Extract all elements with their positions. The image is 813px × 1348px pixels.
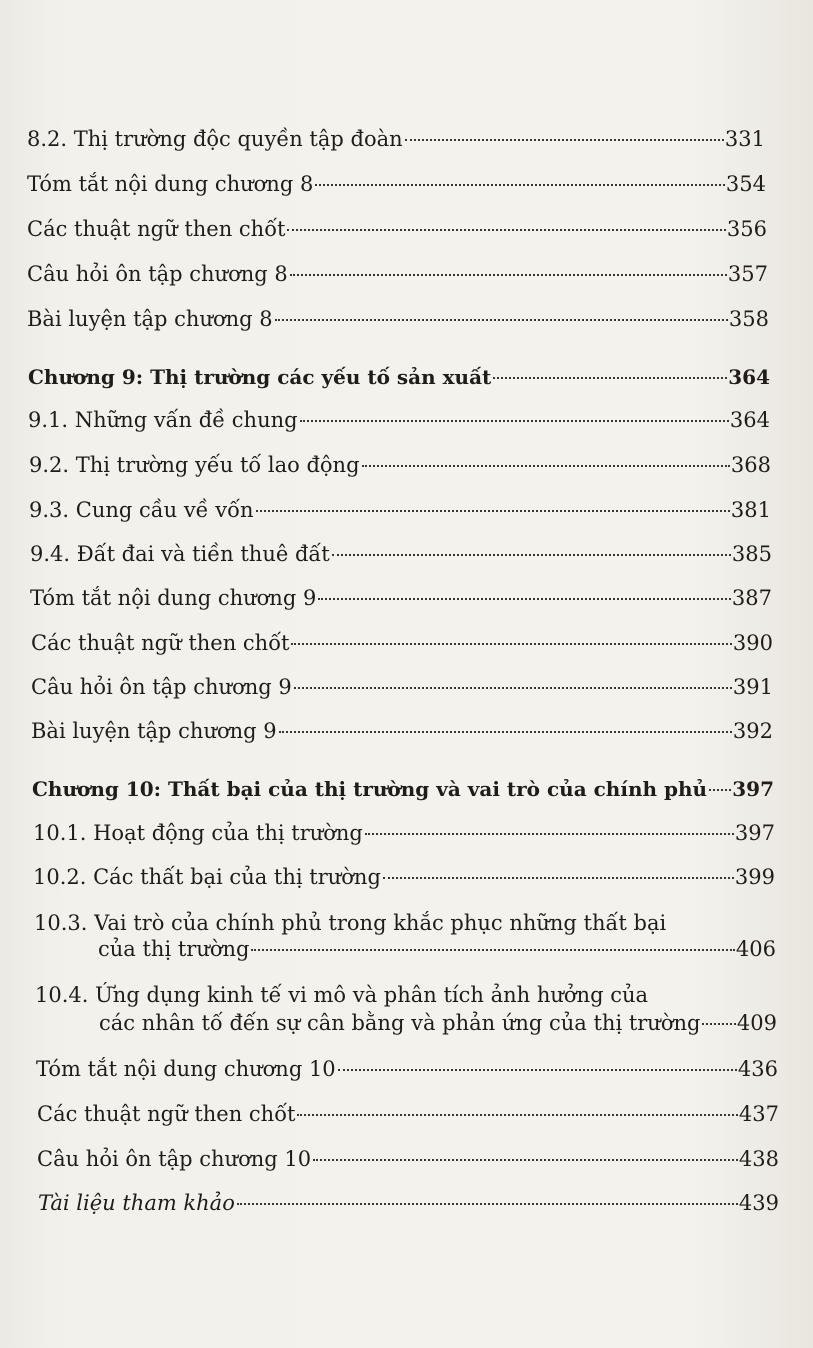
- toc-entry-title: 8.2. Thị trường độc quyền tập đoàn: [27, 127, 403, 151]
- toc-entry-title: Câu hỏi ôn tập chương 10: [37, 1147, 312, 1171]
- toc-entry-title: 9.2. Thị trường yếu tố lao động: [29, 453, 360, 477]
- toc-entry-page: 439: [738, 1191, 779, 1215]
- toc-entry: [31, 718, 773, 744]
- dot-leader: [291, 643, 731, 645]
- toc-entry-title-line1: 10.4. Ứng dụng kinh tế vi mô và phân tích ảnh hưởng của: [35, 983, 648, 1007]
- toc-entry: [31, 674, 773, 700]
- toc-entry: [27, 216, 767, 242]
- dot-leader: [362, 465, 730, 467]
- toc-entry-page: 437: [738, 1102, 779, 1126]
- toc-entry-title: Tóm tắt nội dung chương 9: [30, 586, 317, 610]
- dot-leader: [256, 510, 730, 512]
- toc-entry-title: 10.2. Các thất bại của thị trường: [33, 865, 381, 889]
- toc-entry: [30, 585, 772, 611]
- toc-entry-page: 364: [729, 408, 770, 432]
- toc-entry-title: Chương 9: Thị trường các yếu tố sản xuất: [28, 365, 492, 389]
- toc-entry-page: 391: [732, 675, 773, 699]
- toc-entry-title: Các thuật ngữ then chốt: [27, 217, 286, 241]
- dot-leader: [237, 1203, 738, 1205]
- dot-leader: [290, 274, 727, 276]
- toc-entry-title: Bài luyện tập chương 8: [27, 307, 273, 331]
- toc-entry-title: Các thuật ngữ then chốt: [37, 1102, 296, 1126]
- toc-entry-page: 399: [734, 865, 775, 889]
- toc-chapter-entry: [32, 776, 774, 802]
- toc-entry: [33, 864, 775, 890]
- toc-entry: [27, 306, 769, 332]
- toc-entry: [37, 1101, 779, 1127]
- toc-entry-page: 356: [726, 217, 767, 241]
- dot-leader: [297, 1114, 737, 1116]
- toc-entry: [33, 820, 775, 846]
- toc-chapter-entry: [28, 364, 770, 390]
- toc-entry-page: 436: [737, 1057, 778, 1081]
- dot-leader: [709, 789, 731, 791]
- dot-leader: [294, 687, 732, 689]
- toc-entry-title: Câu hỏi ôn tập chương 8: [27, 262, 288, 286]
- toc-entry-page: 364: [728, 365, 770, 389]
- toc-entry-page: 409: [736, 1011, 777, 1035]
- toc-entry-page: 406: [735, 937, 776, 961]
- dot-leader: [287, 229, 725, 231]
- toc-entry-page: 358: [728, 307, 769, 331]
- toc-entry-page: 368: [730, 453, 771, 477]
- toc-entry-page: 331: [724, 127, 765, 151]
- dot-leader: [300, 420, 729, 422]
- toc-entry: [27, 261, 768, 287]
- toc-entry: [38, 1190, 779, 1216]
- toc-entry-title: Tóm tắt nội dung chương 8: [27, 172, 314, 196]
- toc-entry: [36, 1056, 778, 1082]
- toc-entry-page: 397: [734, 821, 775, 845]
- toc-entry: [31, 630, 773, 656]
- toc-entry: [98, 936, 776, 962]
- toc-entry-title: của thị trường: [98, 937, 250, 961]
- toc-entry: [29, 452, 771, 478]
- toc-entry: [27, 126, 765, 152]
- toc-entry-title: Bài luyện tập chương 9: [31, 719, 277, 743]
- dot-leader: [338, 1069, 737, 1071]
- toc-entry-title: 9.4. Đất đai và tiền thuê đất: [30, 542, 330, 566]
- toc-entry-page: 392: [732, 719, 773, 743]
- toc-entry-title: Tài liệu tham khảo: [38, 1191, 235, 1215]
- toc-entry-title-line1: 10.3. Vai trò của chính phủ trong khắc phục những thất bại: [34, 911, 667, 935]
- toc-entry-page: 354: [725, 172, 766, 196]
- toc-entry-title: Chương 10: Thất bại của thị trường và vai trò của chính phủ: [32, 777, 708, 801]
- dot-leader: [493, 377, 727, 379]
- toc-entry-page: 357: [727, 262, 768, 286]
- dot-leader: [279, 731, 732, 733]
- toc-entry-title: Các thuật ngữ then chốt: [31, 631, 290, 655]
- dot-leader: [275, 319, 728, 321]
- toc-entry: [37, 1146, 779, 1172]
- toc-entry-title: Tóm tắt nội dung chương 10: [36, 1057, 336, 1081]
- dot-leader: [332, 554, 731, 556]
- toc-entry-page: 438: [738, 1147, 779, 1171]
- toc-entry-page: 397: [732, 777, 774, 801]
- toc-entry-title: 9.1. Những vấn đề chung: [28, 408, 298, 432]
- toc-entry-title: Câu hỏi ôn tập chương 9: [31, 675, 292, 699]
- toc-entry-title: 9.3. Cung cầu về vốn: [29, 498, 254, 522]
- toc-entry-title: các nhân tố đến sự cân bằng và phản ứng của thị trường: [99, 1011, 701, 1035]
- dot-leader: [405, 139, 724, 141]
- toc-entry: [28, 407, 770, 433]
- toc-entry: [29, 497, 771, 523]
- toc-entry-page: 381: [730, 498, 771, 522]
- dot-leader: [702, 1023, 735, 1025]
- toc-entry: [99, 1010, 777, 1036]
- dot-leader: [365, 833, 734, 835]
- toc-entry-title: 10.1. Hoạt động của thị trường: [33, 821, 363, 845]
- toc-entry-page: 390: [732, 631, 773, 655]
- dot-leader: [315, 184, 725, 186]
- dot-leader: [318, 598, 731, 600]
- toc-entry: [30, 541, 772, 567]
- dot-leader: [313, 1159, 738, 1161]
- dot-leader: [251, 949, 734, 951]
- toc-entry-page: 385: [731, 542, 772, 566]
- toc-entry: [27, 171, 766, 197]
- toc-entry-page: 387: [731, 586, 772, 610]
- dot-leader: [383, 877, 734, 879]
